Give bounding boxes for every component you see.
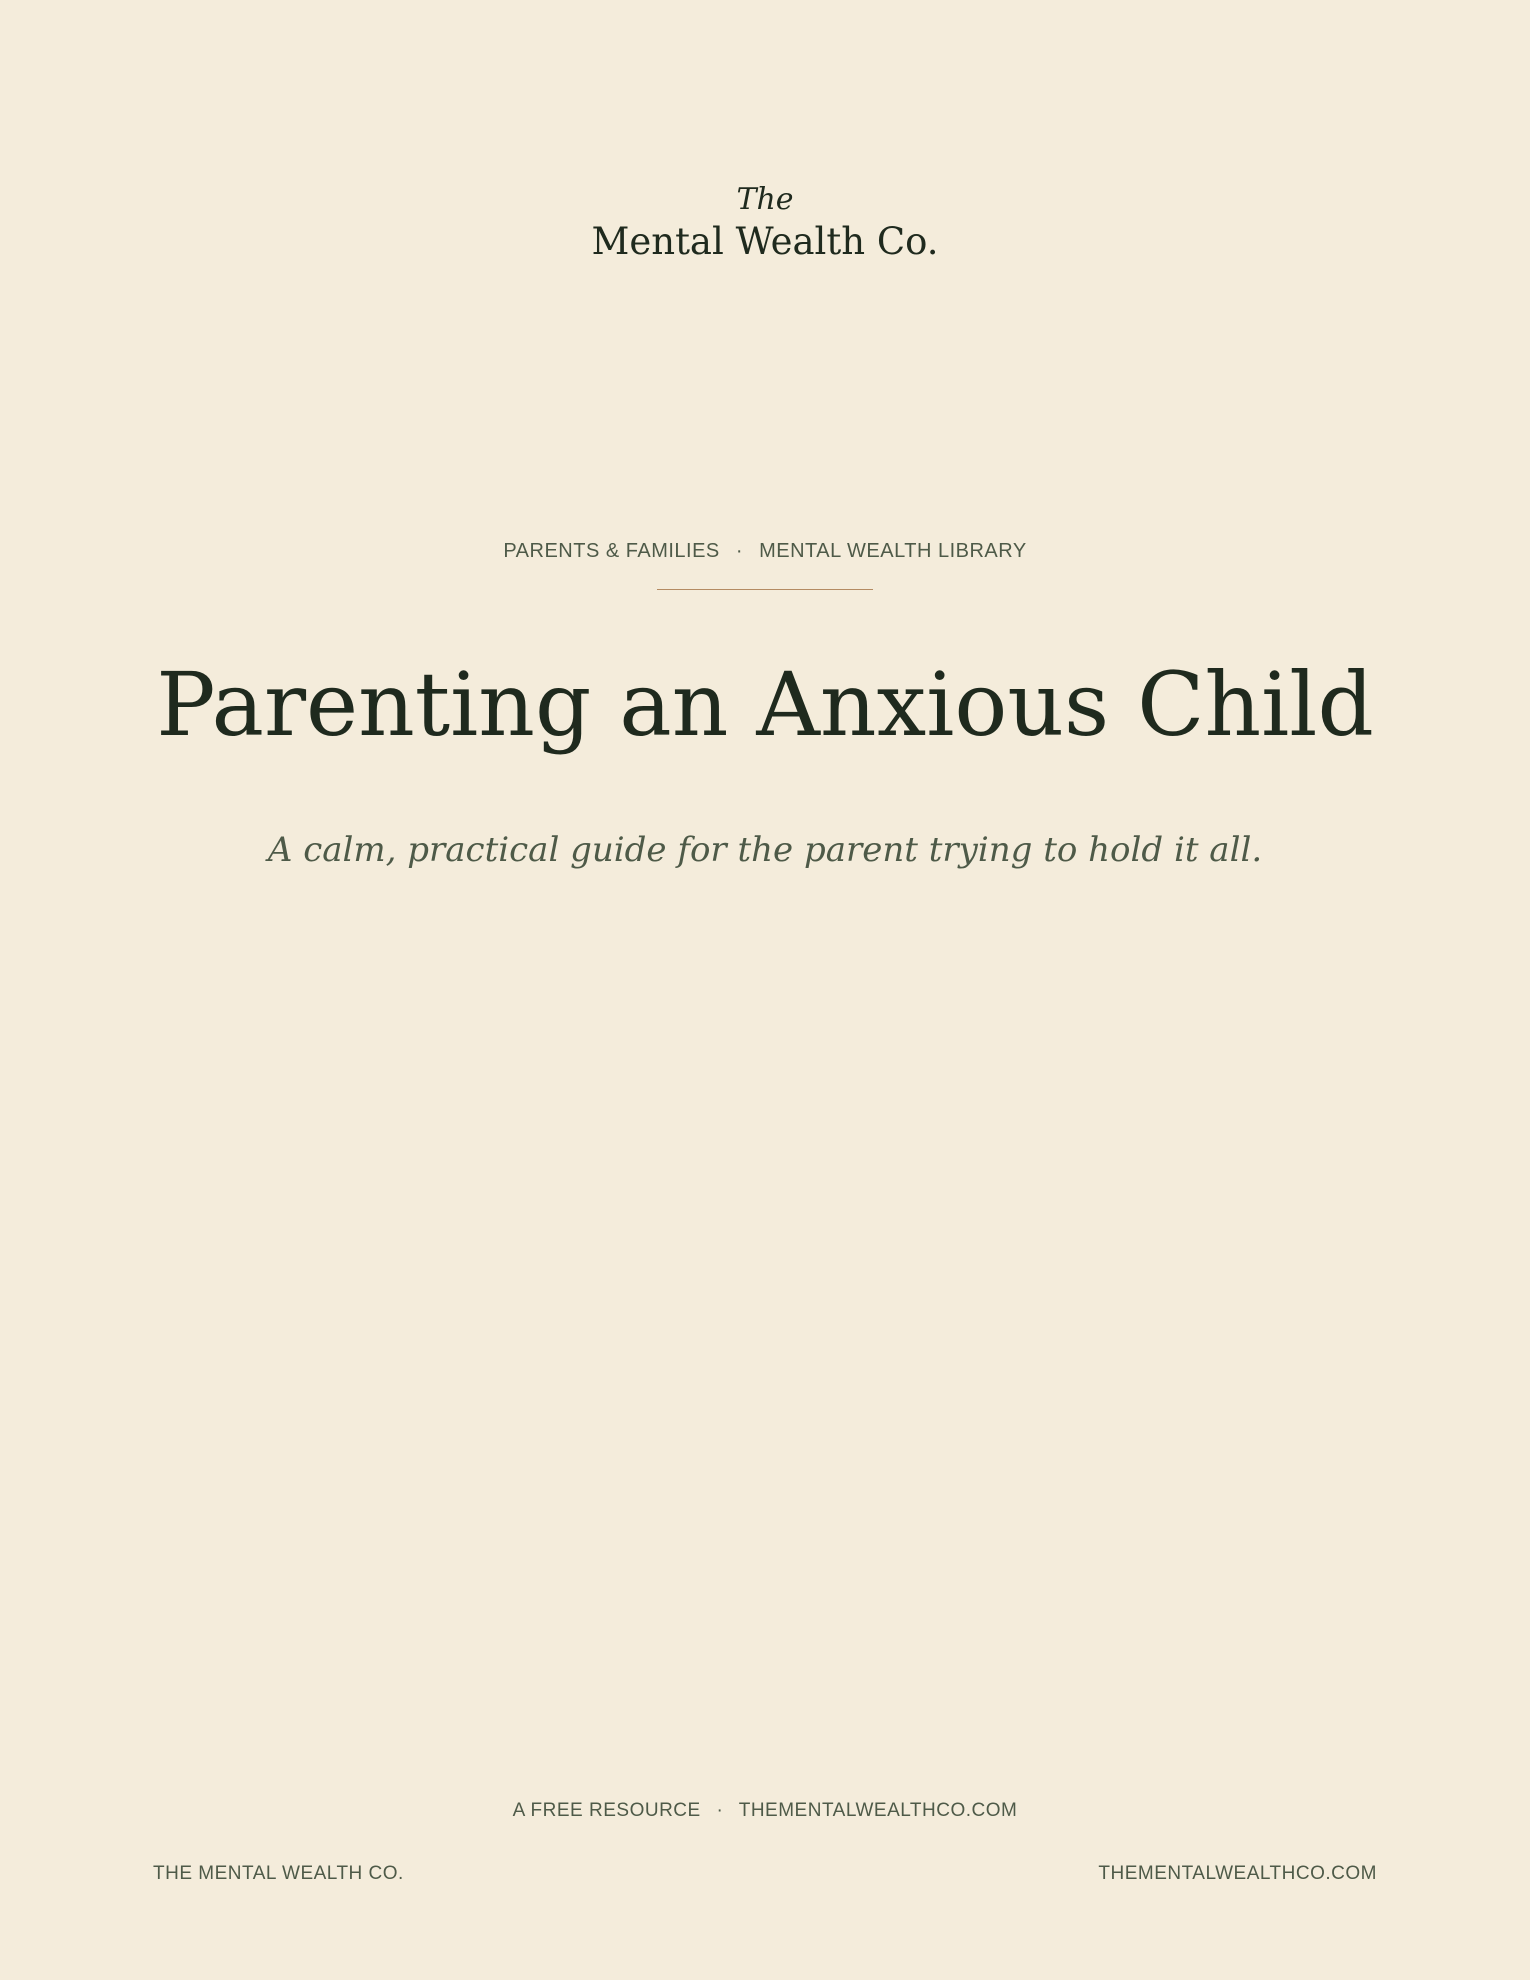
logo-the: The [736, 182, 794, 217]
page-subtitle: A calm, practical guide for the parent trying to hold it all. [267, 830, 1263, 870]
resource-label: A FREE RESOURCE [512, 1800, 701, 1821]
eyebrow-collection: MENTAL WEALTH LIBRARY [759, 540, 1027, 562]
eyebrow-category: PARENTS & FAMILIES [503, 540, 720, 562]
footer-brand: THE MENTAL WEALTH CO. [153, 1863, 404, 1884]
resource-url: THEMENTALWEALTHCO.COM [738, 1800, 1018, 1821]
resource-separator: · [716, 1800, 724, 1821]
page-title: Parenting an Anxious Child [156, 653, 1374, 756]
logo-name: Mental Wealth Co. [591, 220, 939, 263]
eyebrow [0, 538, 1530, 564]
brand-logo [0, 180, 1530, 264]
footer-url: THEMENTALWEALTHCO.COM [1098, 1863, 1377, 1884]
accent-divider [657, 589, 873, 590]
resource-line [0, 1799, 1530, 1823]
eyebrow-separator: · [735, 540, 744, 562]
